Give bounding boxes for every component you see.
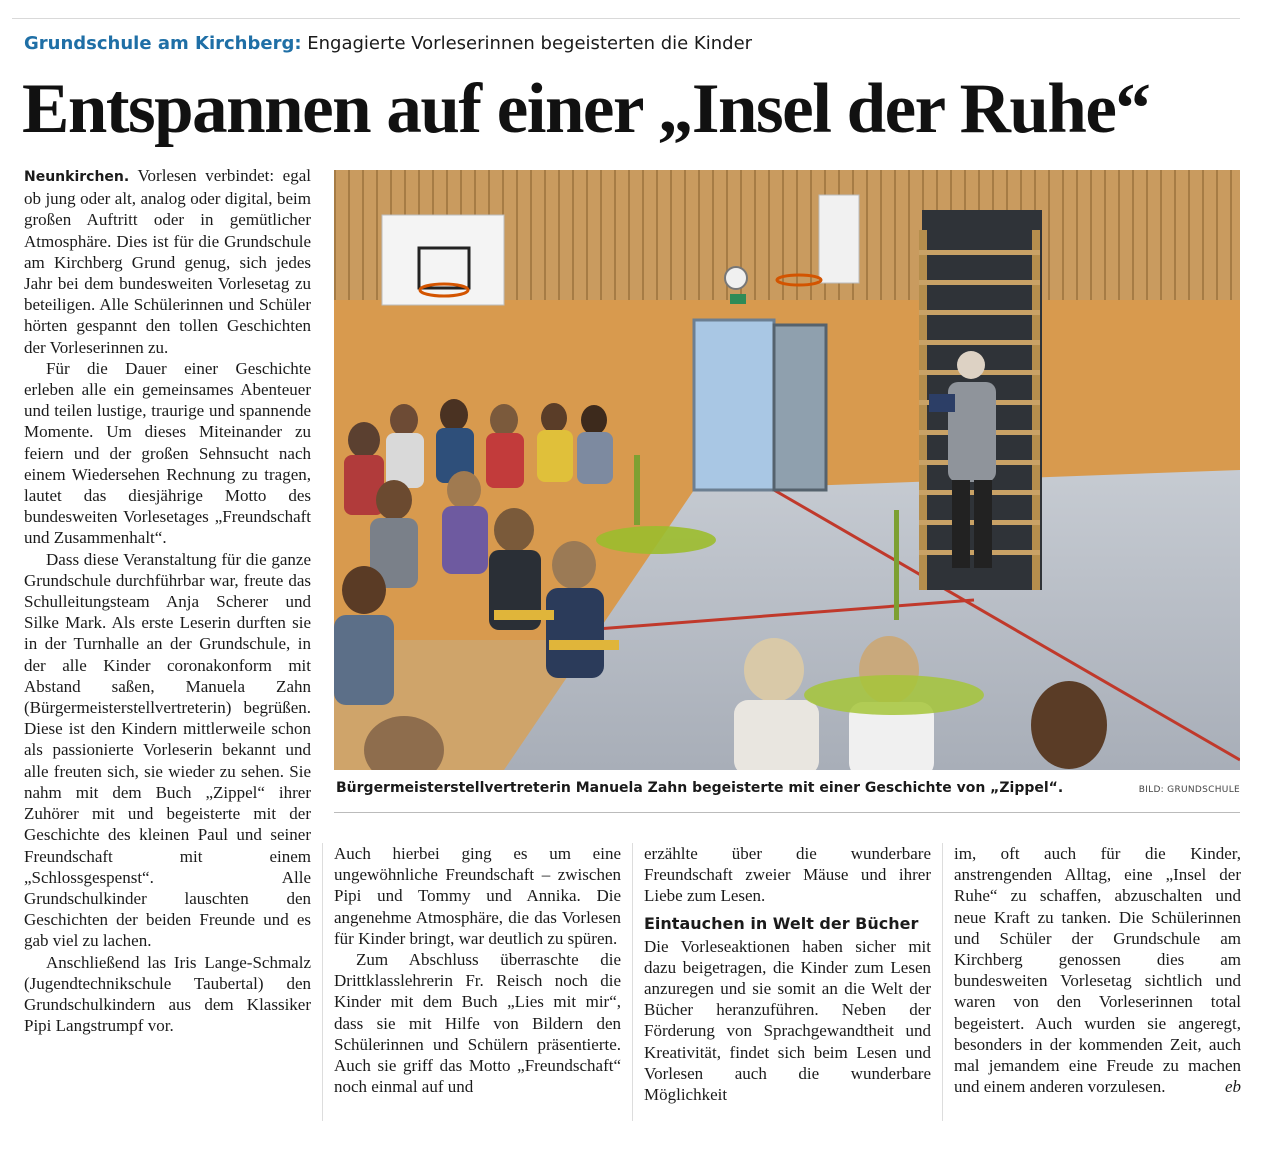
doorway bbox=[694, 320, 774, 490]
photo-caption: Bürgermeisterstellvertreterin Manuela Zahn begeisterte mit einer Geschichte von „Zippel“. bbox=[336, 780, 1064, 796]
paragraph-2: Für die Dauer einer Geschichte erleben alle ein gemeinsames Abenteuer und teilen lustige, traurige und spannende Momente. Um dieses Miteinander zu feiern und der großen Sehnsucht nach einem Wiedersehen Rechnung zu tragen, lautet das diesjährige Motto des bundesweiten Vorlesetages „Freundschaft und Zusammenhalt“. bbox=[24, 358, 311, 548]
article-photo bbox=[334, 170, 1240, 770]
paragraph-6: Zum Abschluss überraschte die Drittklasslehrerin Fr. Reisch noch die Kinder mit dem Buch „Lies mit mir“, dass sie mit Hilfe von Bildern den Schülerinnen und Schülern präsentierte. Auch sie griff das Motto „Freundschaft“ noch einmal auf und bbox=[334, 950, 621, 1097]
paragraph-3: Dass diese Veranstaltung für die ganze Grundschule durchführbar war, freute das Schulleitungsteam Anja Scherer und Silke Mark. Als erste Leserin durften sie in der Turnhalle an der Grundschule, in der alle Kinder coronakonform mit Abstand saßen, Manuela Zahn (Bürgermeisterstellvertreterin) begrüßen. Diese ist den Kindern mittlerweile schon als passionierte Vorleserin bekannt und alle freuten sich, sie wieder zu sehen. Sie nahm mit dem Buch „Zippel“ ihrer Zuhörer mit und begeisterte mit der Geschichte des kleinen Paul und seiner Freundschaft mit einem „Schlossgespenst“. Alle Grundschulkinder lauschten den Geschichten der beiden Freunde und es gab viel zu lachen. bbox=[24, 549, 311, 951]
column-divider bbox=[942, 843, 943, 1121]
paragraph-8: Die Vorleseaktionen haben sicher mit dazu beigetragen, die Kinder zum Lesen anzuregen und sie somit an die Welt der Bücher heranzuführen. Neben der Förderung von Sprachgewandtheit und Kreativität, findet sich beim Lesen und Vorlesen auch die wunderbare Möglichkeit bbox=[644, 936, 931, 1105]
exit-sign bbox=[730, 294, 746, 304]
basketball-board bbox=[382, 215, 504, 305]
headline: Entspannen auf einer „Insel der Ruhe“ bbox=[22, 70, 1150, 148]
kicker-text: Engagierte Vorleserinnen begeisterten die Kinder bbox=[307, 33, 753, 54]
paragraph-1-text: Vorlesen verbindet: egal ob jung oder alt, analog oder digital, beim großen Auftritt oder in gemütlicher Atmosphäre. Dies ist für die Grundschule am Kirchberg Grund genug, sich jedes Jahr bei dem bundesweiten Vorlesetag zu beteiligen. Alle Schülerinnen und Schüler hörten gespannt den tollen Geschichten der Vorleserinnen zu. bbox=[24, 166, 311, 357]
paragraph-1 bbox=[24, 165, 311, 358]
kicker bbox=[24, 33, 752, 54]
column-divider bbox=[632, 843, 633, 1121]
paragraph-9-text: im, oft auch für die Kinder, anstrengenden Alltag, eine „Insel der Ruhe“ zu schaffen, abzuschalten und neue Kraft zu tanken. Die Schülerinnen und Schüler der Grundschule am Kirchberg genossen dies am bundesweiten Vorlesetag sichtlich und waren von den Vorleserinnen total begeistert. Auch wurden sie angeregt, besonders in der kommenden Zeit, auch mal jemandem eine Freude zu machen und einem anderen vorzulesen. bbox=[954, 844, 1241, 1097]
article-column-4 bbox=[954, 843, 1241, 1097]
article-column-2 bbox=[334, 843, 621, 1097]
kicker-brand: Grundschule am Kirchberg: bbox=[24, 33, 302, 54]
author-signature: eb bbox=[1224, 1077, 1241, 1097]
door bbox=[774, 325, 826, 490]
paragraph-9 bbox=[954, 843, 1241, 1097]
lead-location: Neunkirchen. bbox=[24, 169, 130, 185]
top-rule bbox=[12, 18, 1240, 19]
gym-reading-photo bbox=[334, 170, 1240, 770]
article-column-1 bbox=[24, 165, 311, 1036]
photo-credit: BILD: GRUNDSCHULE bbox=[1138, 785, 1240, 795]
subheading: Eintauchen in Welt der Bücher bbox=[644, 913, 919, 933]
paragraph-7: erzählte über die wunderbare Freundschaft zweier Mäuse und ihrer Liebe zum Lesen. bbox=[644, 844, 931, 906]
paragraph-4: Anschließend las Iris Lange-Schmalz (Jugendtechnikschule Taubertal) den Grundschulkindern aus dem Klassiker Pipi Langstrumpf vor. bbox=[24, 952, 311, 1036]
article-column-3 bbox=[644, 843, 931, 1105]
caption-rule bbox=[334, 812, 1240, 813]
paragraph-5: Auch hierbei ging es um eine ungewöhnliche Freundschaft – zwischen Pipi und Tommy und Annika. Die angenehme Atmosphäre, die das Vorlesen für Kinder bringt, war deutlich zu spüren. bbox=[334, 844, 621, 948]
wall-clock bbox=[725, 267, 747, 289]
column-divider bbox=[322, 843, 323, 1121]
basketball-board-2 bbox=[819, 195, 859, 283]
